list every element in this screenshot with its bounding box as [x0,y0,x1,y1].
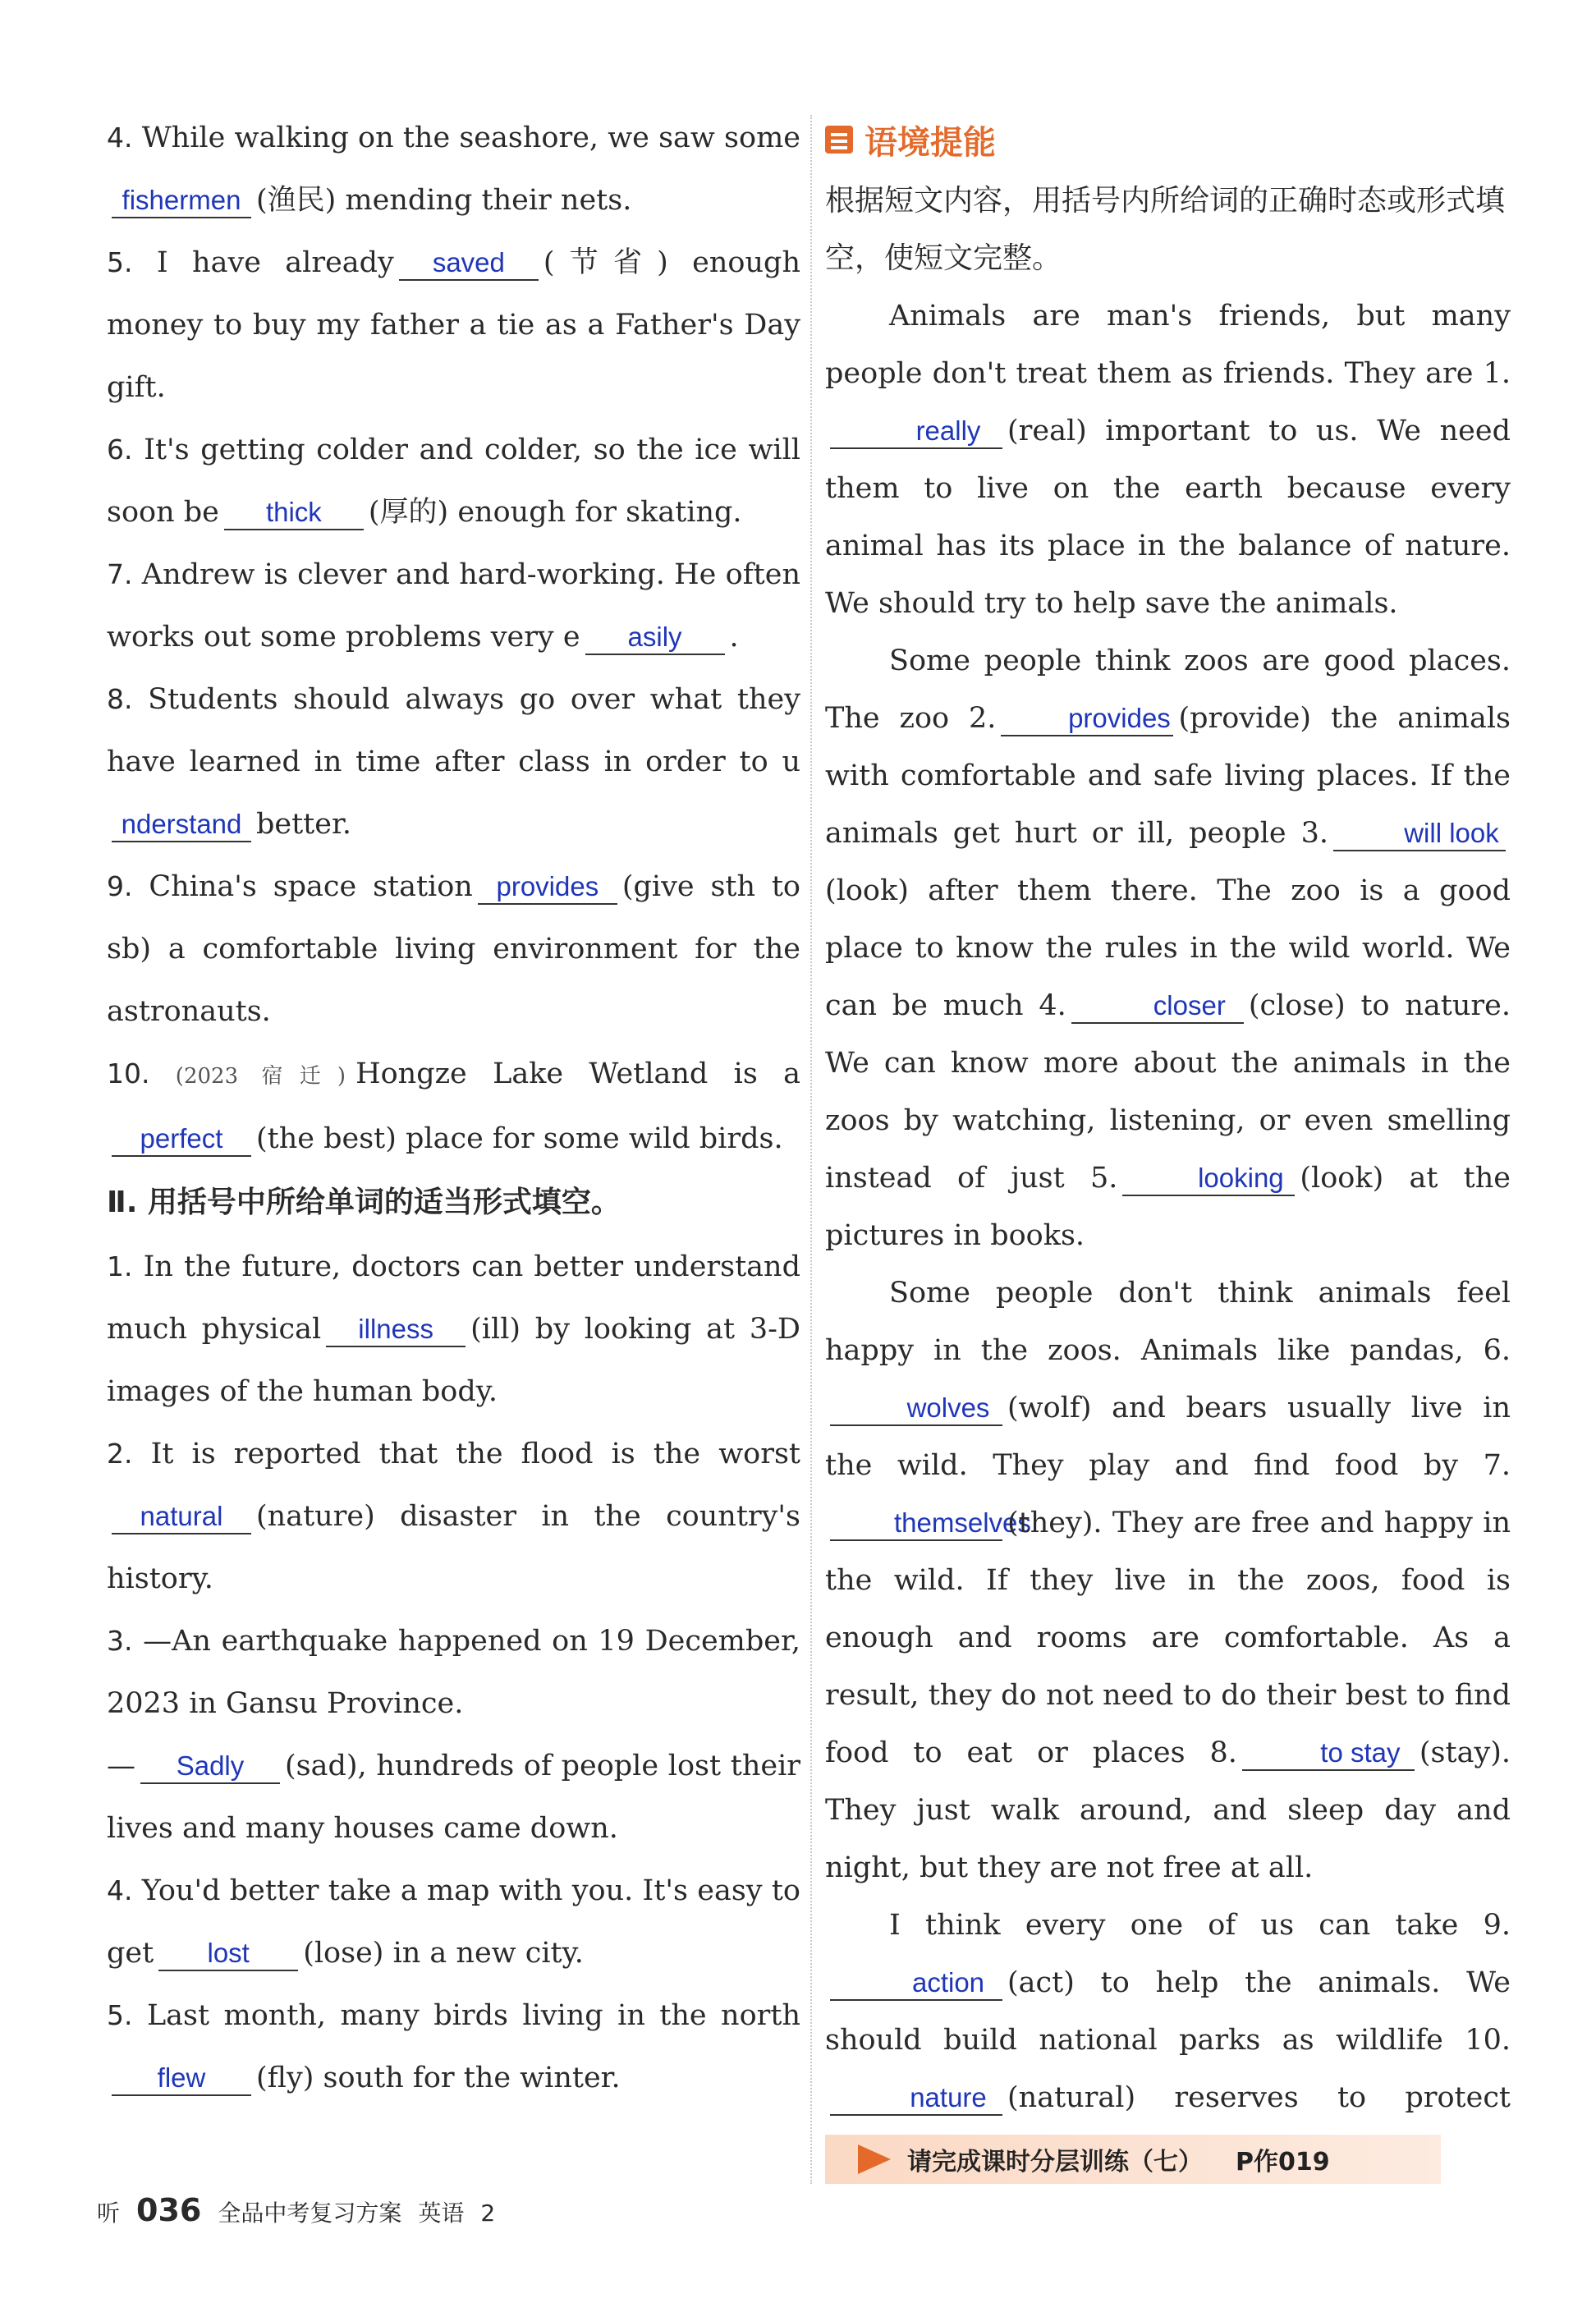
page-footer [97,2192,495,2228]
passage-text: (look) at the pictures in books. [825,1162,1511,1252]
question-number: 1. [107,1250,133,1282]
homework-banner [825,2135,1441,2184]
right-column [825,107,1511,2184]
blank-number: 2. [969,702,997,735]
passage-text: (close) to nature. We can know more about the animals in the zoos by watching, listening, or even smelling instead of just [825,989,1511,1195]
answer-blank: action [830,1966,1002,2001]
context-title-text: 语境提能 [864,123,996,162]
blank-number: 10. [1465,2024,1511,2057]
answer-blank: will look [1333,817,1506,851]
blank-number: 8. [1209,1736,1237,1769]
answer-blank: provides [1001,702,1173,736]
answer-blank: provides [478,870,617,905]
volume-label: 2 [480,2200,496,2227]
question-text-after: (nature) disaster in the country's history. [107,1500,800,1595]
blank-number: 9. [1483,1909,1511,1942]
answer-blank: nature [830,2081,1002,2116]
question-text-after: (give sth to sb) a comfortable living environment for the astronauts. [107,870,800,1028]
question-text-after: (节省) enough money to buy my father a tie as a Father's Day gift. [107,246,800,404]
passage-text: Some people think zoos are good places. The zoo [825,645,1511,735]
answer-blank: really [830,415,1002,449]
passage-paragraph [825,287,1511,632]
question-number: 2. [107,1438,133,1470]
answer-blank: lost [158,1937,298,1971]
answer-blank: Sadly [140,1750,280,1784]
question-text-before: You'd better take a map with you. It's easy to get [107,1874,800,1970]
passage-text: I think every one of us can take [889,1909,1484,1942]
subject-label: 英语 [418,2200,465,2227]
blank-number: 6. [1483,1334,1511,1367]
question-number: 4. [107,122,133,154]
answer-blank: themselves [830,1507,1002,1541]
question-text-after: (fly) south for the winter. [256,2062,621,2094]
question-item [107,1423,800,1610]
answer-blank: saved [399,246,539,281]
question-number: 3. [107,1625,133,1657]
answer-blank: natural [112,1500,251,1534]
question-item [107,1236,800,1423]
answer-blank: to stay [1242,1736,1415,1771]
document-icon [825,126,853,154]
question-item [107,1860,800,1984]
answer-blank: looking [1122,1162,1295,1196]
banner-text: 请完成课时分层训练（七） [907,2148,1203,2177]
question-text-before: While walking on the seashore, we saw some [141,122,800,154]
question-number: 8. [107,683,133,715]
passage-text: (stay). They just walk around, and sleep day and night, but they are not free at all. [825,1736,1511,1884]
answer-blank: closer [1071,989,1244,1024]
answer-blank: illness [326,1313,466,1347]
book-title: 全品中考复习方案 [218,2200,402,2227]
question-number: 5. [107,246,133,278]
answer-blank: thick [224,496,364,530]
question-text-after: (lose) in a new city. [303,1937,584,1970]
question-source-tag: (2023 宿迁) [175,1064,346,1089]
answer-blank: fishermen [112,184,251,218]
blank-number: 7. [1483,1449,1511,1482]
blank-number: 1. [1483,357,1511,390]
question-number: 4. [107,1874,133,1906]
banner-reference: P作019 [1236,2148,1330,2177]
question-item [107,544,800,668]
question-item [107,1043,800,1170]
answer-blank: wolves [830,1392,1002,1426]
question-text-before: Andrew is clever and hard-working. He often works out some problems very e [107,558,800,654]
question-number: 5. [107,1999,133,2031]
question-text-before: In the future, doctors can better understand much physical [107,1250,800,1346]
question-item [107,419,800,544]
answer-blank: nderstand [112,808,251,842]
question-text-after: (渔民) mending their nets. [256,184,632,217]
question-item [107,668,800,856]
question-text-after: better. [256,808,351,841]
question-number: 10. [107,1057,150,1089]
passage-text: (look) after them there. The zoo is a good place to know the rules in the wild world. We can be much [825,874,1511,1022]
question-text-before: Students should always go over what they have learned in time after class in order to u [107,683,800,778]
listen-label: 听 [97,2200,121,2227]
question-text-before: China's space station [149,870,473,903]
question-text-before: I have already [156,246,394,279]
question-text-dash: — [107,1750,135,1782]
column-divider [810,115,812,2184]
question-item [107,232,800,419]
page-number: 036 [136,2192,202,2228]
passage-text: Some people don't think animals feel happy in the zoos. Animals like pandas, [825,1277,1511,1367]
passage-text: (provide) the animals with comfortable and safe living places. If the animals get hurt or ill, people [825,702,1511,850]
question-number: 9. [107,870,133,902]
passage [825,287,1511,2184]
passage-paragraph [825,1264,1511,1897]
answer-blank: flew [112,2062,251,2096]
left-column [107,107,800,2109]
blank-number: 4. [1039,989,1066,1022]
passage-text: (natural) reserves to protect [1007,2081,1511,2114]
blank-number: 3. [1300,817,1328,850]
question-text-before: It is reported that the flood is the worst [150,1438,800,1470]
passage-text: (real) important to us. We need them to live on the earth because every animal has its place in the balance of nature. We should try to help save the animals. [825,415,1511,620]
question-text-before: —An earthquake happened on 19 December, 2023 in Gansu Province. [107,1625,800,1720]
context-section-title [825,107,1511,172]
question-text-after: (厚的) enough for skating. [368,496,742,529]
passage-text: (act) to help the animals. We should build national parks as wildlife [825,1966,1511,2057]
question-text-before: Hongze Lake Wetland is a [355,1057,800,1090]
section-2-heading: Ⅱ. 用括号中所给单词的适当形式填空。 [107,1186,621,1219]
arrow-icon [858,2145,891,2174]
passage-text: Animals are man's friends, but many people don't treat them as friends. They are [825,300,1511,390]
question-text-after: . [729,621,739,654]
question-text-before: Last month, many birds living in the north [146,1999,800,2032]
question-item [107,1984,800,2109]
blank-number: 5. [1089,1162,1118,1195]
question-text-after: (the best) place for some wild birds. [256,1122,783,1155]
question-item [107,856,800,1043]
answer-blank: asily [585,621,725,655]
instruction-text: 根据短文内容，用括号内所给词的正确时态或形式填空，使短文完整。 [825,184,1506,275]
question-text-before: It's getting colder and colder, so the ice will soon be [107,434,800,529]
question-text-after: (ill) by looking at 3-D images of the human body. [107,1313,800,1408]
question-number: 6. [107,434,133,466]
question-item [107,1610,800,1860]
question-text-after: (sad), hundreds of people lost their lives and many houses came down. [107,1750,800,1845]
answer-blank: perfect [112,1122,251,1157]
question-item [107,107,800,232]
passage-text: (they). They are free and happy in the wild. If they live in the zoos, food is enough and rooms are comfortable. As a result, they do not need to do their best to find food to eat or places [825,1507,1511,1769]
passage-paragraph [825,632,1511,1264]
question-number: 7. [107,558,133,590]
passage-text: (wolf) and bears usually live in the wild. They play and find food by [825,1392,1511,1482]
